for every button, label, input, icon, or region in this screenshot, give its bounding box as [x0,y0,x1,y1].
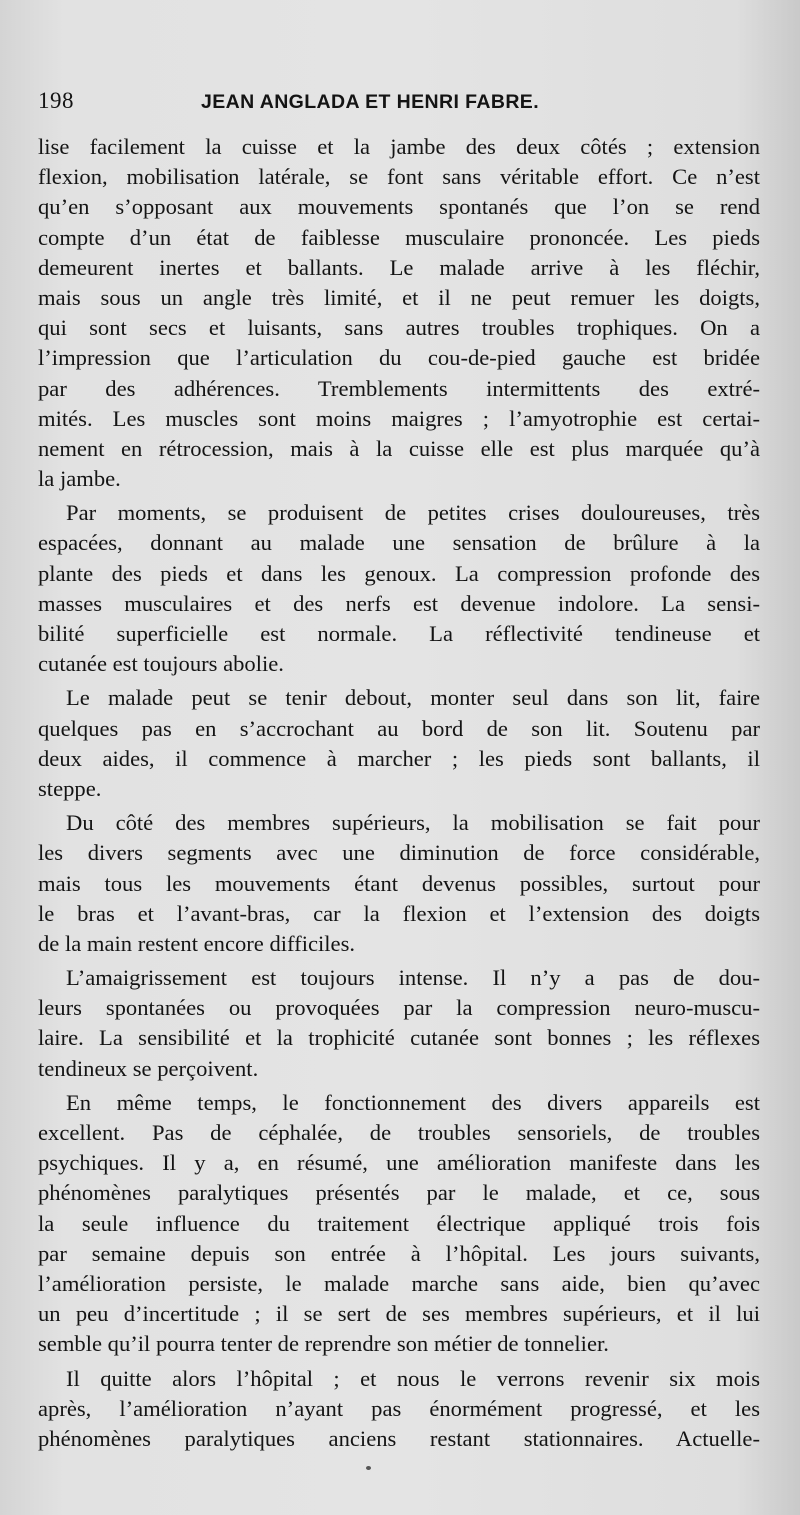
text-line: qui sont secs et luisants, sans autres troubles trophiques. On a [38,315,760,341]
text-line: En même temps, le fonctionnement des divers appareils est [66,1089,760,1115]
paragraph [38,683,760,804]
text-line: Le malade peut se tenir debout, monter seul dans son lit, faire [66,685,760,711]
text-line: espacées, donnant au malade une sensation de brûlure à la [38,530,760,556]
text-line: phénomènes paralytiques présentés par le malade, et ce, sous [38,1180,760,1206]
text-line: quelques pas en s’accrochant au bord de son lit. Soutenu par [38,715,760,741]
text-line: par des adhérences. Tremblements intermittents des extré- [38,375,760,401]
text-line: psychiques. Il y a, en résumé, une amélioration manifeste dans les [38,1150,760,1176]
text-line: de la main restent encore difficiles. [38,930,356,956]
text-line: phénomènes paralytiques anciens restant stationnaires. Actuelle- [38,1425,760,1451]
paragraph [38,963,760,1084]
text-line: flexion, mobilisation latérale, se font sans véritable effort. Ce n’est [38,164,760,190]
text-line: steppe. [38,775,102,801]
text-line: mités. Les muscles sont moins maigres ; l’amyotrophie est certai- [38,405,760,431]
text-line: mais tous les mouvements étant devenus possibles, surtout pour [38,870,760,896]
text-line: Il quitte alors l’hôpital ; et nous le verrons revenir six mois [66,1365,760,1391]
text-line: semble qu’il pourra tenter de reprendre son métier de tonnelier. [38,1331,609,1357]
text-line: leurs spontanées ou provoquées par la compression neuro-muscu- [38,995,760,1021]
text-line: les divers segments avec une diminution de force considérable, [38,840,760,866]
page-number: 198 [38,88,74,113]
paragraph [38,1088,760,1360]
print-speck [366,1466,371,1470]
text-line: deux aides, il commence à marcher ; les pieds sont ballants, il [38,745,760,771]
text-line: plante des pieds et dans les genoux. La compression profonde des [38,560,760,586]
text-line: lise facilement la cuisse et la jambe des deux côtés ; extension [38,134,760,159]
text-line: la seule influence du traitement électrique appliqué trois fois [38,1210,760,1236]
running-head: JEAN ANGLADA ET HENRI FABRE. [201,91,540,113]
text-line: masses musculaires et des nerfs est devenue indolore. La sensi- [38,590,760,616]
text-line: mais sous un angle très limité, et il ne peut remuer les doigts, [38,284,760,310]
text-line: la jambe. [38,466,121,492]
text-line: cutanée est toujours abolie. [38,651,284,677]
paragraph [38,498,760,679]
text-line: Du côté des membres supérieurs, la mobilisation se fait pour [66,810,760,836]
text-line: l’amélioration persiste, le malade marche sans aide, bien qu’avec [38,1270,760,1296]
text-line: L’amaigrissement est toujours intense. Il n’y a pas de dou- [66,965,760,991]
text-line: nement en rétrocession, mais à la cuisse elle est plus marquée qu’à [38,435,760,461]
paragraph [38,1364,760,1455]
paragraph [38,132,760,494]
text-line: tendineux se perçoivent. [38,1055,259,1081]
text-line: demeurent inertes et ballants. Le malade arrive à les fléchir, [38,254,760,280]
text-line: un peu d’incertitude ; il se sert de ses membres supérieurs, et il lui [38,1301,760,1327]
text-line: laire. La sensibilité et la trophicité cutanée sont bonnes ; les réflexes [38,1025,760,1051]
text-line: excellent. Pas de céphalée, de troubles sensoriels, de troubles [38,1120,760,1145]
text-line: bilité superficielle est normale. La réflectivité tendineuse et [38,621,760,646]
text-line: après, l’amélioration n’ayant pas énormément progressé, et les [38,1395,760,1421]
text-line: par semaine depuis son entrée à l’hôpital. Les jours suivants, [38,1240,760,1266]
body-text [38,132,760,1458]
text-line: le bras et l’avant-bras, car la flexion et l’extension des doigts [38,900,760,926]
text-line: l’impression que l’articulation du cou-de-pied gauche est bridée [38,345,760,371]
paragraph [38,808,760,959]
text-line: Par moments, se produisent de petites crises douloureuses, très [66,500,760,526]
text-line: compte d’un état de faiblesse musculaire prononcée. Les pieds [38,224,760,250]
page-header [38,88,760,120]
text-line: qu’en s’opposant aux mouvements spontanés que l’on se rend [38,194,760,220]
